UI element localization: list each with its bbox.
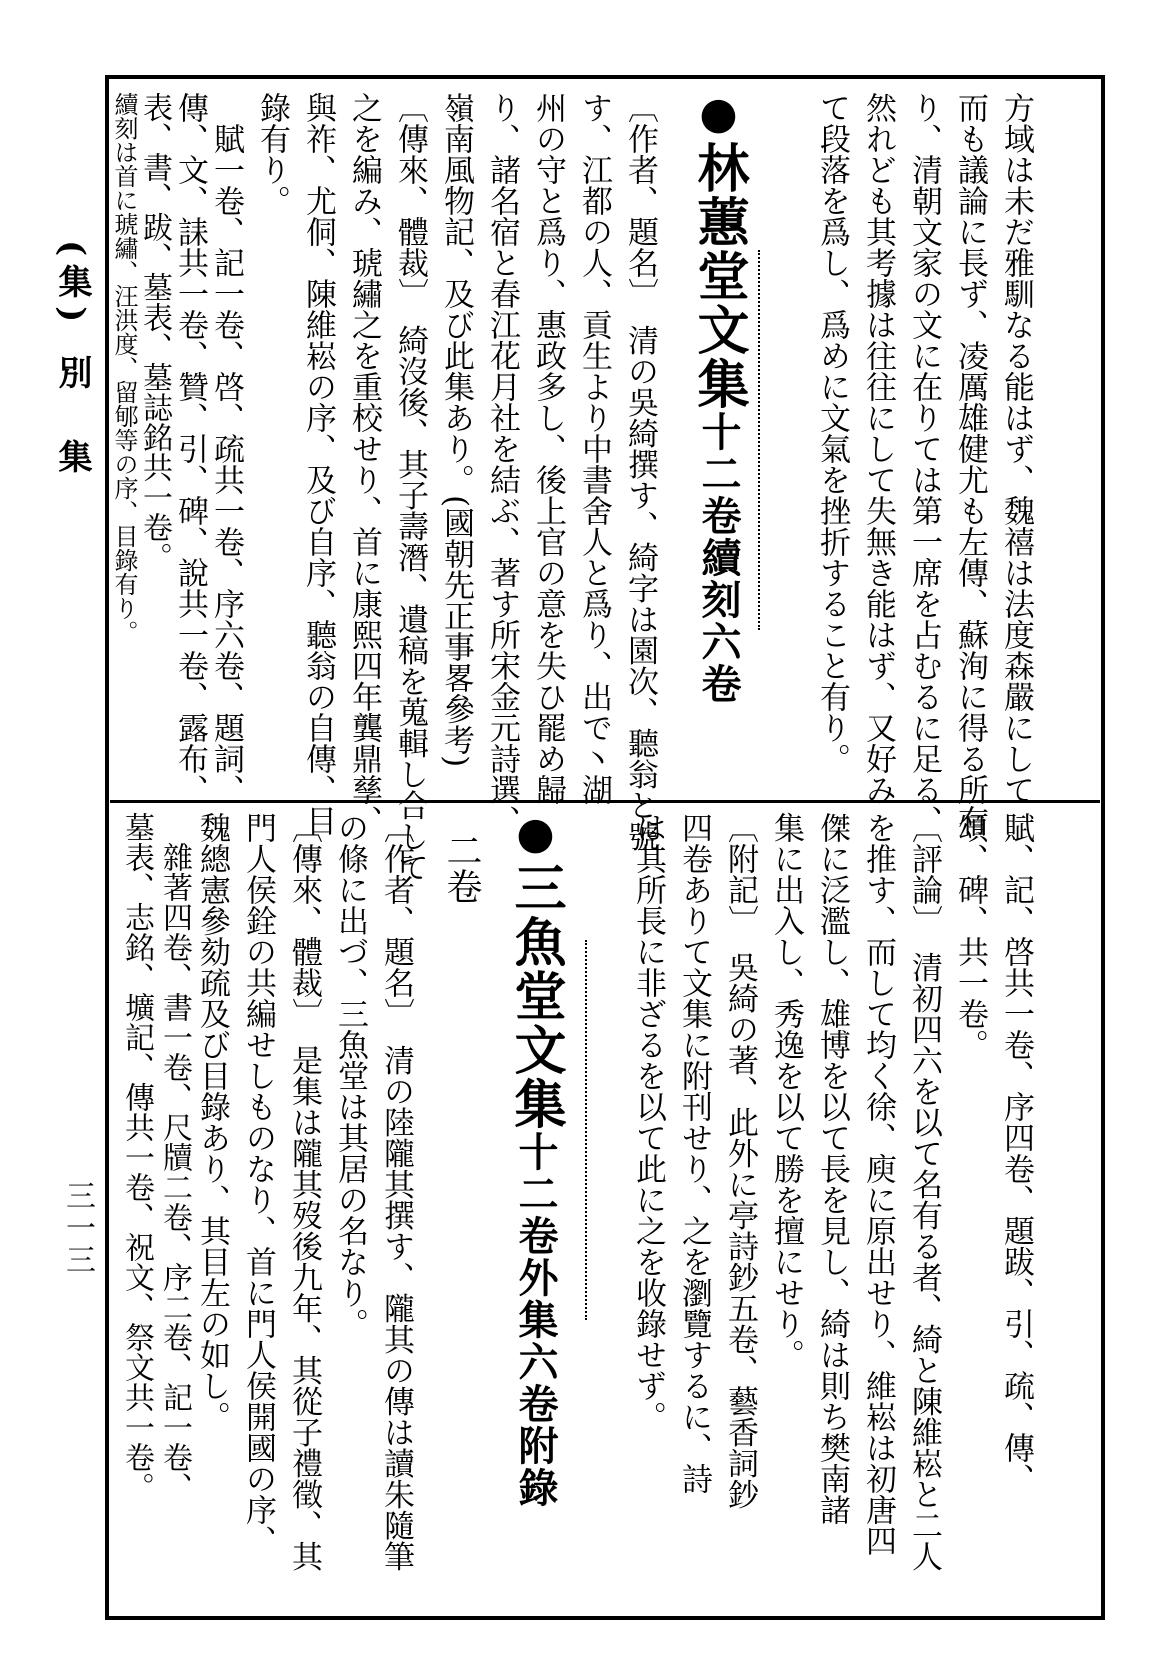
continuation-line: 集に出入し、秀逸を以て勝を擅にせり。: [768, 812, 804, 1370]
entry-line: す、江都の人、貢生より中書舍人と爲り、出で丶湖: [576, 92, 612, 805]
continuation-line: 而も議論に長ず、凌厲雄健尤も左傳、蘇洵に得る所有: [952, 92, 988, 836]
entry-line: 表、書、跋、墓表、墓誌銘共一卷。: [137, 92, 172, 572]
running-head-category: 別 集: [52, 355, 92, 481]
entry-marker: ●: [693, 88, 744, 141]
entry-line: 錄有り。: [254, 92, 290, 216]
entry-volumes-continued: 二卷: [441, 832, 482, 904]
entry-line: 門人侯銓の共編せしものなり、首に門人侯開國の序、: [240, 812, 276, 1556]
entry-line: り、諸名宿と春江花月社を結ぶ、著す所宋金元詩選、: [484, 92, 520, 836]
entry-line: 〔傳來、體裁〕 是集は隴其歿後九年、其從子禮徵、其: [286, 812, 322, 1572]
entry-marker: ●: [510, 808, 561, 861]
continuation-line: り、清朝文家の文に在りては第一席を占むるに足る、: [906, 92, 942, 836]
entry-line: の條に出づ、三魚堂は其居の名なり。: [332, 812, 368, 1339]
page-number: 三一三: [60, 1180, 95, 1276]
entry-line: 〔作者、題名〕 清の吳綺撰す、綺字は園次、聽翁と號: [622, 92, 658, 852]
continuation-line: 然れども其考據は往往にして失無き能はず、又好み: [860, 92, 896, 805]
entry-line: 魏總憲參劾疏及び目錄あり、其目左の如し。: [194, 812, 230, 1432]
entry-line: 州の守と爲り、惠政多し、後上官の意を失ひ罷め歸: [530, 92, 566, 805]
continuation-line: 賦、記、啓共一卷、序四卷、題跋、引、疏、傳、: [998, 812, 1034, 1494]
entry-line: 〔傳來、體裁〕 綺沒後、其子壽潛、遺稿を蒐輯し合して: [392, 92, 428, 883]
entry-title: [505, 808, 565, 1509]
entry-volumes: 十二卷續刻六卷: [695, 411, 742, 705]
entry-line: 賦一卷、記一卷、啓、疏共一卷、序六卷、題詞、: [208, 92, 244, 805]
continuation-line: 方域は未だ雅馴なる能はず、魏禧は法度森嚴にして: [998, 92, 1034, 805]
continuation-line: て段落を爲し、爲めに文氣を挫折すること有り。: [814, 92, 850, 774]
entry-title-text: 三魚堂文集: [505, 861, 566, 1131]
continuation-line: を推す、而して均く徐、庾に原出せり、維崧は初唐四: [860, 812, 896, 1556]
entry-title: [688, 88, 748, 705]
continuation-line: は其所長に非ざるを以て此に之を收錄せず。: [630, 812, 666, 1432]
continuation-line: 四卷ありて文集に附刊せり、之を瀏覽するに、詩: [676, 812, 712, 1494]
continuation-line: 頌、碑、共一卷。: [952, 812, 988, 1060]
separator-rule: [758, 250, 760, 630]
entry-volumes: 十二卷外集六卷附錄: [512, 1131, 559, 1509]
entry-line: 墓表、志銘、壙記、傳共一卷、祝文、祭文共一卷。: [119, 812, 154, 1502]
running-head-section: (集): [52, 240, 92, 331]
entry-line: 嶺南風物記、及び此集あり。(國朝先正事畧參考): [438, 92, 474, 768]
entry-title-text: 林蕙堂文集: [688, 141, 749, 411]
entry-line: 之を編み、琥繡之を重校せり、首に康熙四年龔鼎孳、: [346, 92, 382, 836]
separator-rule: [585, 940, 587, 1320]
entry-line: 雜著四卷、書一卷、尺牘二卷、序二卷、記一卷、: [157, 812, 192, 1502]
continuation-line: 傑に泛濫し、雄博を以て長を見し、綺は則ち樊南諸: [814, 812, 850, 1525]
entry-line: 續刻は首に琥繡、汪洪度、留郇等の序、目錄有り。: [110, 92, 138, 644]
entry-line: 〔作者、題名〕 清の陸隴其撰す、隴其の傳は讀朱隨筆: [378, 812, 414, 1572]
entry-line: 與祚、尤侗、陳維崧の序、及び自序、聽翁の自傳、目: [300, 92, 336, 836]
continuation-line: 〔附記〕 吳綺の著、此外に亭詩鈔五卷、藝香詞鈔: [722, 812, 758, 1510]
entry-line: 傳、文、誄共一卷、贊、引、碑、說共一卷、露布、: [172, 92, 208, 805]
continuation-line: 〔評論〕 清初四六を以て名有る者、綺と陳維崧と二人: [906, 812, 942, 1572]
